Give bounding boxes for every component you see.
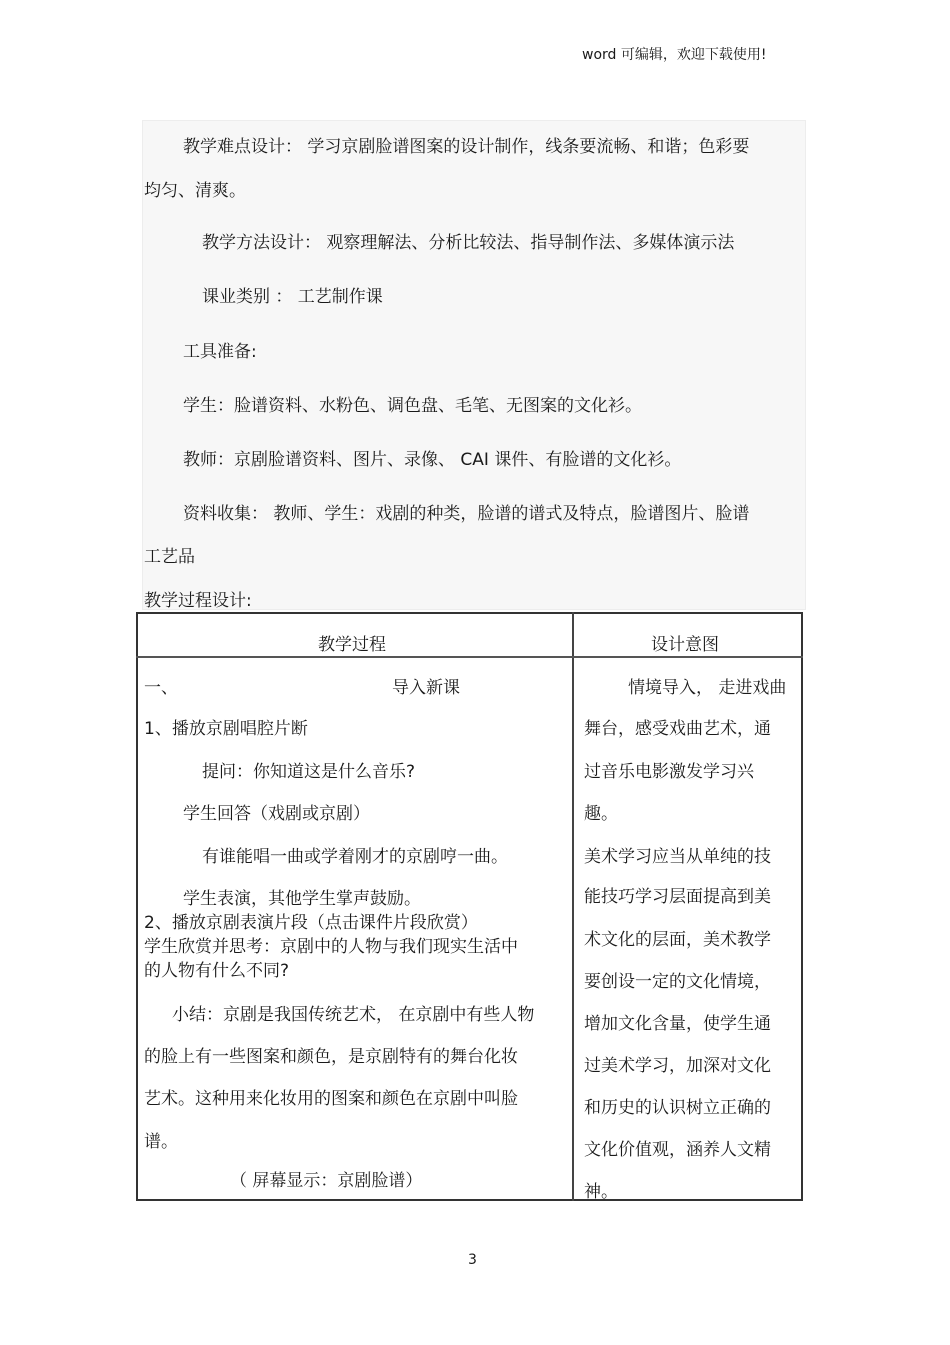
intent-line: 术文化的层面，美术教学	[584, 930, 771, 950]
process-line: 的人物有什么不同?	[144, 961, 290, 981]
intent-line: 增加文化含量，使学生通	[584, 1014, 771, 1034]
process-line: 学生欣赏并思考：京剧中的人物与我们现实生活中	[144, 937, 518, 957]
intent-line: 趣。	[584, 804, 618, 824]
col-header-intent: 设计意图	[651, 635, 719, 655]
intent-line: 要创设一定的文化情境，	[584, 972, 771, 992]
collect-line-2: 工艺品	[144, 547, 195, 567]
intent-line: 文化价值观，涵养人文精	[584, 1140, 771, 1160]
table-header-divider	[136, 656, 803, 658]
process-line: 2、播放京剧表演片段（点击课件片段欣赏）	[144, 913, 478, 933]
process-line: （ 屏幕显示：京剧脸谱）	[230, 1171, 423, 1191]
intent-line: 舞台，感受戏曲艺术，通	[584, 719, 771, 739]
process-title: 教学过程设计:	[144, 591, 252, 611]
collect-line-1: 资料收集： 教师、学生：戏剧的种类，脸谱的谱式及特点，脸谱图片、脸谱	[183, 504, 750, 524]
teacher-tools: 教师：京剧脸谱资料、图片、录像、 CAI 课件、有脸谱的文化衫。	[183, 450, 682, 470]
section-number: 一、	[144, 678, 178, 698]
header-watermark: word 可编辑，欢迎下载使用!	[582, 47, 767, 63]
process-line: 的脸上有一些图案和颜色，是京剧特有的舞台化妆	[144, 1047, 518, 1067]
intent-line: 神。	[584, 1182, 618, 1202]
process-line: 小结：京剧是我国传统艺术， 在京剧中有些人物	[172, 1005, 535, 1025]
intent-line: 情境导入， 走进戏曲	[628, 678, 787, 698]
difficulty-line-1: 教学难点设计： 学习京剧脸谱图案的设计制作，线条要流畅、和谐；色彩要	[183, 137, 750, 157]
course-type: 课业类别 ： 工艺制作课	[202, 287, 383, 307]
intent-line: 过音乐电影激发学习兴	[584, 762, 754, 782]
page-number: 3	[468, 1252, 477, 1268]
process-line: 艺术。这种用来化妆用的图案和颜色在京剧中叫脸	[144, 1089, 518, 1109]
students-tools: 学生：脸谱资料、水粉色、调色盘、毛笔、无图案的文化衫。	[183, 396, 642, 416]
table-column-divider	[572, 612, 574, 1201]
section-title: 导入新课	[392, 678, 460, 698]
process-line: 提问：你知道这是什么音乐?	[202, 762, 416, 782]
intent-line: 过美术学习，加深对文化	[584, 1056, 771, 1076]
process-line: 1、播放京剧唱腔片断	[144, 719, 308, 739]
process-line: 谱。	[144, 1132, 178, 1152]
process-line: 学生回答（戏剧或京剧）	[183, 804, 370, 824]
process-line: 有谁能唱一曲或学着刚才的京剧哼一曲。	[202, 847, 508, 867]
intent-line: 美术学习应当从单纯的技	[584, 847, 771, 867]
intent-line: 和历史的认识树立正确的	[584, 1098, 771, 1118]
tools-heading: 工具准备:	[183, 342, 257, 362]
difficulty-line-2: 均匀、清爽。	[144, 181, 246, 201]
intent-line: 能技巧学习层面提高到美	[584, 887, 771, 907]
process-line: 学生表演，其他学生掌声鼓励。	[183, 889, 421, 909]
col-header-process: 教学过程	[318, 635, 386, 655]
teaching-method: 教学方法设计： 观察理解法、分析比较法、指导制作法、多媒体演示法	[202, 233, 735, 253]
